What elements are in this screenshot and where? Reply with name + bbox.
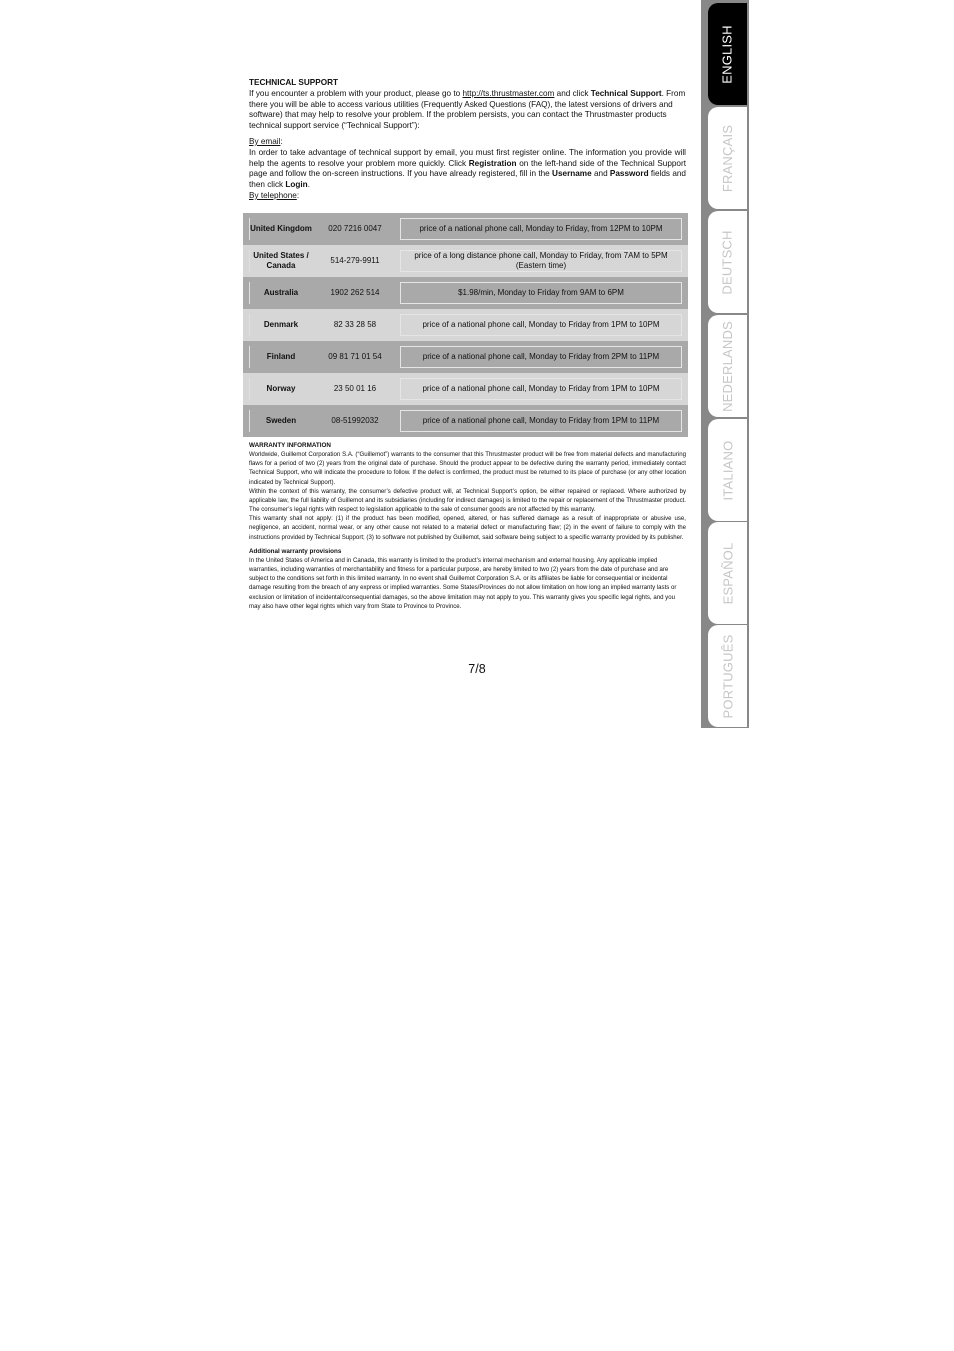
telephone-label: By telephone: — [249, 190, 300, 200]
language-tab-strip — [701, 0, 749, 728]
details-cell: $1.98/min, Monday to Friday from 9AM to 6PM — [400, 282, 682, 304]
phone-number-cell: 09 81 71 01 54 — [328, 352, 382, 361]
tab-deutsch[interactable]: DEUTSCH — [708, 211, 747, 313]
table-row — [243, 277, 688, 309]
phone-support-table — [243, 213, 688, 437]
tab-portugues[interactable]: PORTUGUÊS — [708, 625, 747, 727]
tab-francais[interactable]: FRANÇAIS — [708, 107, 747, 209]
country-cell: United Kingdom — [249, 218, 312, 240]
email-label: By email: — [249, 136, 283, 146]
warranty-heading: WARRANTY INFORMATION — [249, 442, 331, 449]
technical-support-section — [249, 78, 686, 202]
details-cell: price of a national phone call, Monday to Friday from 1PM to 10PM — [400, 314, 682, 336]
support-link[interactable]: http://ts.thrustmaster.com — [462, 88, 555, 98]
table-row — [243, 373, 688, 405]
details-cell: price of a national phone call, Monday to Friday from 2PM to 11PM — [400, 346, 682, 368]
phone-number-cell: 08-51992032 — [331, 416, 379, 425]
details-cell: price of a national phone call, Monday to Friday, from 12PM to 10PM — [400, 218, 682, 240]
country-cell: Finland — [249, 346, 312, 368]
tab-english[interactable]: ENGLISH — [708, 3, 747, 105]
tab-italiano[interactable]: ITALIANO — [708, 419, 747, 521]
country-cell: Sweden — [249, 410, 312, 432]
technical-support-heading: TECHNICAL SUPPORT — [249, 78, 339, 87]
additional-warranty-paragraph: In the United States of America and in Canada, this warranty is limited to the product’s internal mechanism and external housing. Any applicable implied warranties, including warranties of merchantability and fitness for a particular purpose, are hereby limited to two (2) years from the date of purchase and are subject to the conditions set forth in this limited warranty. In no event shall Guillemot Corporation S.A. or its affiliates be liable for consequential or incidental damage resulting from the breach of any express or implied warranties. Some States/Provinces do not allow limitation on how long an implied warranty lasts or exclusion or limitation of incidental/consequential damages, so the above limitation may not apply to you. This warranty gives you specific legal rights, and you may also have other legal rights which vary from State to Province to Province. — [249, 556, 677, 610]
country-cell: Australia — [249, 282, 312, 304]
warranty-paragraph: Within the context of this warranty, the consumer’s defective product will, at Technical Support’s option, be either repaired or replaced. Where authorized by applicable law, the full liability of Guillemot and its subsidiaries (including for indirect damages) is limited to the repair or replacement of the Thrustmaster product. The consumer’s legal rights with respect to legislation applicable to the sale of consumer goods are not affected by this warranty. — [249, 487, 686, 514]
country-cell: United States / Canada — [249, 250, 312, 272]
table-row — [243, 405, 688, 437]
technical-support-intro: If you encounter a problem with your product, please go to http://ts.thrustmaster.com and click Technical Support. From there you will be able to access various utilities (Frequently Asked Questions (FAQ), the latest versions of drivers and software) that may help to resolve your problem. If the problem persists, you can contact the Thrustmaster products technical support service (“Technical Support”): — [249, 88, 686, 131]
details-cell: price of a long distance phone call, Monday to Friday, from 7AM to 5PM (Eastern time) — [400, 250, 682, 272]
email-instructions: In order to take advantage of technical support by email, you must first register online. The information you provide will help the agents to resolve your problem more quickly. Click Registration on the left-hand side of the Technical Support page and follow the on-screen instructions. If you have already registered, fill in the Username and Password fields and then click Login. — [249, 147, 686, 190]
warranty-paragraph: This warranty shall not apply: (1) if the product has been modified, opened, altered, or has suffered damage as a result of inappropriate or abusive use, negligence, an accident, normal wear, or any other cause not related to a material defect or manufacturing flaw; (2) in the event of failure to comply with the instructions provided by Technical Support; (3) to software not published by Guillemot, said software being subject to a specific warranty provided by its publisher. — [249, 515, 686, 541]
country-cell: Norway — [249, 378, 312, 400]
phone-number-cell: 020 7216 0047 — [328, 224, 382, 233]
phone-number-cell: 82 33 28 58 — [333, 320, 377, 329]
warranty-section — [249, 441, 686, 611]
country-cell: Denmark — [249, 314, 312, 336]
details-cell: price of a national phone call, Monday to Friday from 1PM to 10PM — [400, 378, 682, 400]
tab-nederlands[interactable]: NEDERLANDS — [708, 315, 747, 417]
tab-espanol[interactable]: ESPAÑOL — [708, 522, 747, 624]
table-row — [243, 309, 688, 341]
phone-number-cell: 514-279-9911 — [330, 256, 380, 265]
details-cell: price of a national phone call, Monday to Friday from 1PM to 11PM — [400, 410, 682, 432]
additional-warranty-heading: Additional warranty provisions — [249, 547, 342, 555]
phone-number-cell: 23 50 01 16 — [333, 384, 377, 393]
table-row — [243, 245, 688, 277]
table-row — [243, 213, 688, 245]
page-number: 7/8 — [468, 662, 486, 676]
table-row — [243, 341, 688, 373]
warranty-paragraph: Worldwide, Guillemot Corporation S.A. (“Guillemot”) warrants to the consumer that this Thrustmaster product will be free from material defects and manufacturing flaws for a period of two (2) years from the original date of purchase. Should the product appear to be defective during the warranty period, immediately contact Technical Support, who will indicate the procedure to follow. If the defect is confirmed, the product must be returned to its place of purchase (or any other location indicated by Technical Support). — [249, 451, 686, 486]
phone-number-cell: 1902 262 514 — [330, 288, 380, 297]
